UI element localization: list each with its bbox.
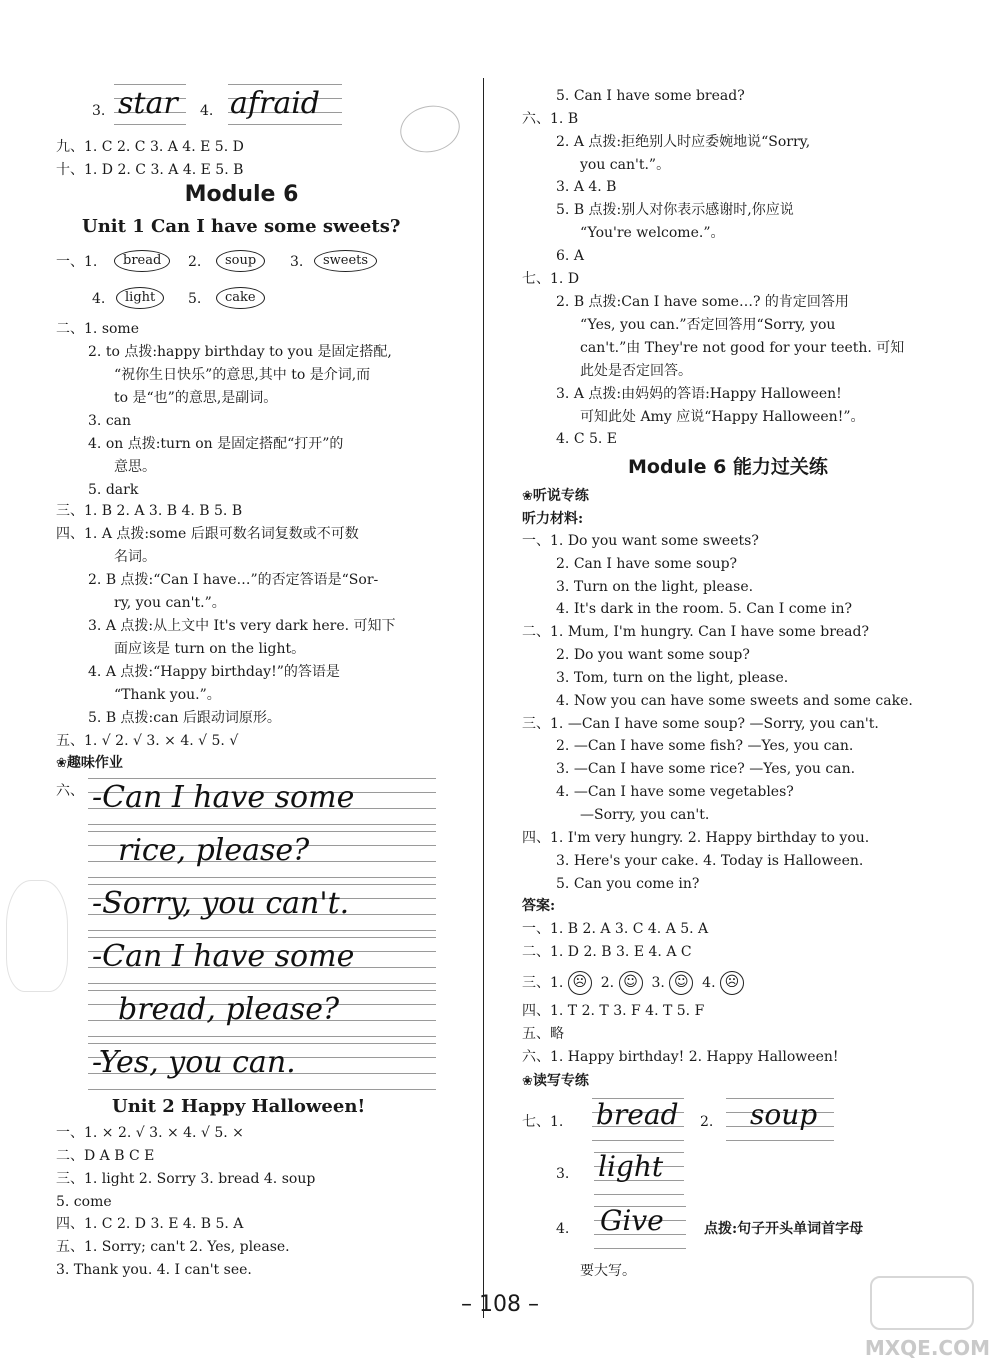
answer-line: 九、1. C 2. C 3. A 4. E 5. D bbox=[56, 139, 244, 155]
row: 2. Can I have some soup? bbox=[556, 556, 738, 572]
module-title: Module 6 bbox=[184, 182, 299, 207]
answer-line: 六、1. Happy birthday! 2. Happy Halloween! bbox=[522, 1049, 839, 1065]
row: 5. B 点拨:can 后跟动词原形。 bbox=[88, 710, 281, 726]
row: 此处是否定回答。 bbox=[580, 363, 692, 379]
row: 意思。 bbox=[114, 459, 156, 475]
answer-line: 一、1. × 2. √ 3. × 4. √ 5. × bbox=[56, 1125, 244, 1141]
paw-icon: ❀ bbox=[56, 756, 67, 771]
row: “You're welcome.”。 bbox=[580, 225, 725, 241]
listen-speak-title: ❀听说专练 bbox=[522, 488, 589, 504]
row: 4. —Can I have some vegetables? bbox=[556, 784, 794, 800]
row: to 是“也”的意思,是副词。 bbox=[114, 390, 278, 406]
material-label: 听力材料: bbox=[522, 511, 584, 527]
tip-text: 要大写。 bbox=[580, 1263, 636, 1279]
answer-line: 三、1. light 2. Sorry 3. bread 4. soup bbox=[56, 1171, 316, 1187]
row: 二、1. some bbox=[56, 321, 139, 337]
row: 2. to 点拨:happy birthday to you 是固定搭配, bbox=[88, 344, 392, 360]
smiley-face-icon: ☺ bbox=[669, 971, 693, 995]
row: 四、1. A 点拨:some 后跟可数名词复数或不可数 bbox=[56, 526, 359, 542]
handwritten-line: -Yes, you can. bbox=[92, 1045, 296, 1080]
answer-line: 四、1. T 2. T 3. F 4. T 5. F bbox=[522, 1003, 705, 1019]
oval-word: cake bbox=[216, 286, 265, 309]
q8-num-4: 4. bbox=[200, 103, 214, 119]
handwritten-word: soup bbox=[750, 1098, 818, 1131]
column-divider bbox=[483, 78, 484, 1318]
row: 5. Can you come in? bbox=[556, 876, 700, 892]
row: 名词。 bbox=[114, 549, 156, 565]
row: 六、1. B bbox=[522, 111, 579, 127]
sad-face-icon: ☹ bbox=[568, 971, 592, 995]
answer-line: 十、1. D 2. C 3. A 4. E 5. B bbox=[56, 162, 244, 178]
handwritten-word: light bbox=[598, 1150, 664, 1183]
row: 5. dark bbox=[88, 482, 139, 498]
handwritten-line: rice, please? bbox=[118, 833, 310, 868]
answer-line: 五、略 bbox=[522, 1026, 564, 1042]
row: 三、1. —Can I have some soup? —Sorry, you can't. bbox=[522, 716, 879, 732]
row: 四、1. I'm very hungry. 2. Happy birthday to you. bbox=[522, 830, 870, 846]
page-number: – 108 – bbox=[461, 1292, 539, 1317]
answer-line: 四、1. C 2. D 3. E 4. B 5. A bbox=[56, 1216, 244, 1232]
handwritten-line: bread, please? bbox=[118, 992, 340, 1027]
row: 2. —Can I have some fish? —Yes, you can. bbox=[556, 738, 854, 754]
answer-line: 5. come bbox=[56, 1194, 112, 1210]
row: 3. A 点拨:由妈妈的答语:Happy Halloween! bbox=[556, 386, 842, 402]
row: “Thank you.”。 bbox=[114, 687, 221, 703]
answer-line: 五、1. √ 2. √ 3. × 4. √ 5. √ bbox=[56, 733, 239, 749]
row: “Yes, you can.”否定回答用“Sorry, you bbox=[580, 317, 836, 333]
smiley-face-icon: ☺ bbox=[619, 971, 643, 995]
module-ability-title: Module 6 能力过关练 bbox=[628, 456, 828, 478]
handwritten-line: -Can I have some bbox=[92, 780, 355, 815]
row: 2. A 点拨:拒绝别人时应委婉地说“Sorry, bbox=[556, 134, 811, 150]
row: 可知此处 Amy 应说“Happy Halloween!”。 bbox=[580, 409, 865, 425]
answer-line: 3. Thank you. 4. I can't see. bbox=[56, 1262, 252, 1278]
row: 2. B 点拨:Can I have some…? 的肯定回答用 bbox=[556, 294, 849, 310]
handwritten-line: -Can I have some bbox=[92, 939, 355, 974]
row: 3. —Can I have some rice? —Yes, you can. bbox=[556, 761, 856, 777]
item-num: 4. bbox=[92, 291, 106, 307]
sad-face-icon: ☹ bbox=[720, 971, 744, 995]
oval-word: sweets bbox=[314, 249, 377, 272]
answer-line: 五、1. Sorry; can't 2. Yes, please. bbox=[56, 1239, 290, 1255]
row: —Sorry, you can't. bbox=[580, 807, 710, 823]
handwritten-line: -Sorry, you can't. bbox=[92, 886, 350, 921]
row: ry, you can't.”。 bbox=[114, 595, 226, 611]
section-label: 一、1. bbox=[56, 254, 98, 270]
fun-homework-title: ❀趣味作业 bbox=[56, 755, 123, 771]
row: 一、1. Do you want some sweets? bbox=[522, 533, 759, 549]
row: can't.”由 They're not good for your teeth. 可知 bbox=[580, 340, 905, 356]
row: “祝你生日快乐”的意思,其中 to 是介词,而 bbox=[114, 367, 371, 383]
item-num: 2. bbox=[188, 254, 202, 270]
answer-line: 一、1. B 2. A 3. C 4. A 5. A bbox=[522, 921, 709, 937]
answer-line: 二、1. D 2. B 3. E 4. A C bbox=[522, 944, 692, 960]
section-label: 七、1. bbox=[522, 1114, 564, 1130]
item-num: 4. bbox=[556, 1221, 570, 1237]
row: 4. C 5. E bbox=[556, 431, 618, 447]
mascot-illustration bbox=[6, 880, 68, 992]
row: 3. Turn on the light, please. bbox=[556, 579, 754, 595]
section-label: 六、 bbox=[56, 783, 84, 799]
handwritten-word: star bbox=[118, 86, 178, 121]
row: 2. Do you want some soup? bbox=[556, 647, 750, 663]
item-num: 2. bbox=[700, 1114, 714, 1130]
row: you can't.”。 bbox=[580, 157, 671, 173]
row: 4. It's dark in the room. 5. Can I come in? bbox=[556, 601, 853, 617]
row: 5. B 点拨:别人对你表示感谢时,你应说 bbox=[556, 202, 794, 218]
handwritten-word: bread bbox=[596, 1098, 679, 1131]
row: 3. Tom, turn on the light, please. bbox=[556, 670, 789, 686]
row: 4. on 点拨:turn on 是固定搭配“打开”的 bbox=[88, 436, 344, 452]
handwritten-word: Give bbox=[600, 1204, 664, 1237]
oval-word: soup bbox=[216, 249, 265, 272]
row: 面应该是 turn on the light。 bbox=[114, 641, 306, 657]
watermark-logo bbox=[870, 1276, 974, 1330]
paw-icon: ❀ bbox=[522, 489, 533, 504]
row: 3. A 4. B bbox=[556, 179, 617, 195]
answer-line: 二、D A B C E bbox=[56, 1148, 155, 1164]
read-write-title: ❀读写专练 bbox=[522, 1073, 589, 1089]
answer-line: 三、1. B 2. A 3. B 4. B 5. B bbox=[56, 503, 243, 519]
unit2-title: Unit 2 Happy Halloween! bbox=[112, 1096, 366, 1117]
item-num: 5. bbox=[188, 291, 202, 307]
tip-text: 点拨:句子开头单词首字母 bbox=[704, 1221, 864, 1237]
row: 2. B 点拨:“Can I have…”的否定答语是“Sor- bbox=[88, 572, 379, 588]
row: 5. Can I have some bread? bbox=[556, 88, 745, 104]
answer-label: 答案: bbox=[522, 898, 556, 914]
q8-num-3: 3. bbox=[92, 103, 106, 119]
item-num: 3. bbox=[556, 1166, 570, 1182]
handwritten-word: afraid bbox=[230, 86, 321, 121]
row: 4. A 点拨:“Happy birthday!”的答语是 bbox=[88, 664, 340, 680]
paw-icon: ❀ bbox=[522, 1074, 533, 1089]
row: 二、1. Mum, I'm hungry. Can I have some bread? bbox=[522, 624, 869, 640]
oval-word: light bbox=[116, 286, 164, 309]
row: 3. Here's your cake. 4. Today is Halloween. bbox=[556, 853, 864, 869]
row: 6. A bbox=[556, 248, 584, 264]
row: 4. Now you can have some sweets and some cake. bbox=[556, 693, 913, 709]
row: 3. can bbox=[88, 413, 132, 429]
watermark-text: MXQE.COM bbox=[864, 1336, 990, 1360]
row: 七、1. D bbox=[522, 271, 580, 287]
unit1-title: Unit 1 Can I have some sweets? bbox=[82, 216, 401, 237]
faces-row: 三、1. ☹ 2. ☺ 3. ☺ 4. ☹ bbox=[522, 971, 744, 995]
oval-word: bread bbox=[114, 249, 170, 272]
row: 3. A 点拨:从上文中 It's very dark here. 可知下 bbox=[88, 618, 396, 634]
item-num: 3. bbox=[290, 254, 304, 270]
stamp-graphic bbox=[396, 100, 464, 157]
